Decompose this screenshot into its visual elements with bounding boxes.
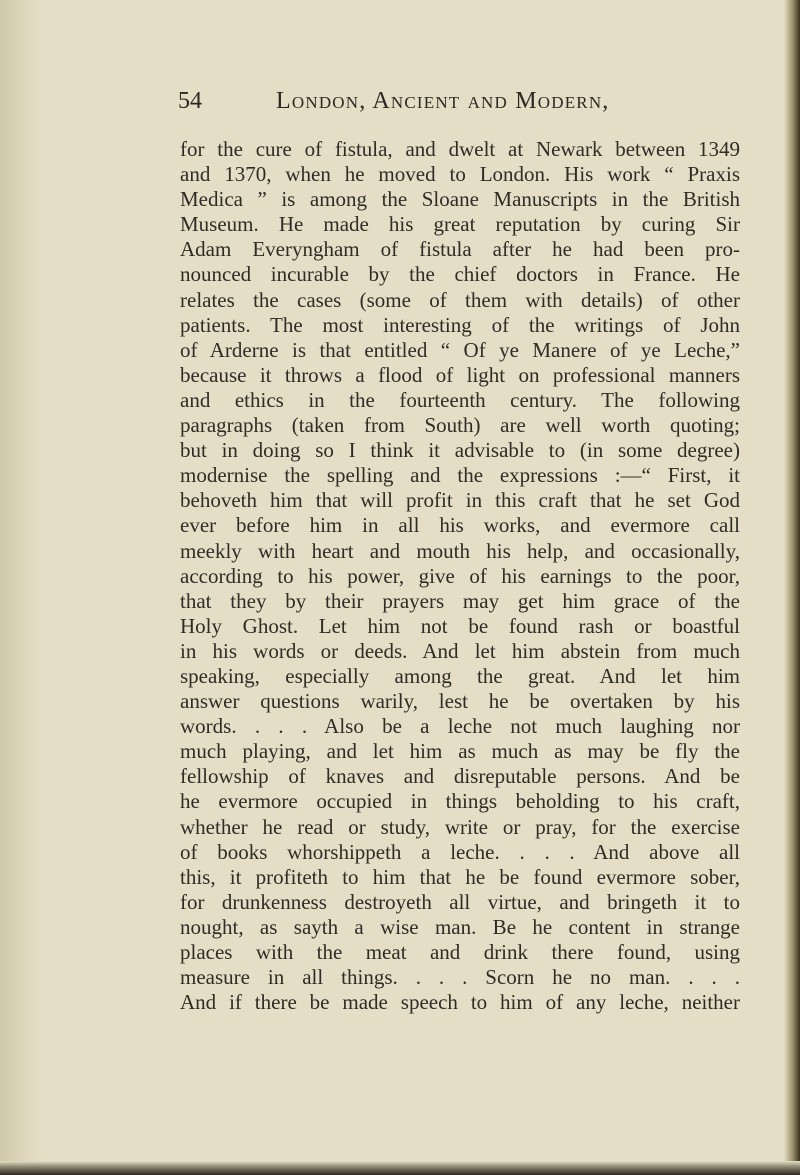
text-line: of Arderne is that entitled “ Of ye Manere of ye Leche,” bbox=[180, 337, 740, 362]
text-line: places with the meat and drink there found, using bbox=[180, 940, 740, 964]
text-line: but in doing so I think it advisable to (in some degree) bbox=[180, 438, 740, 463]
text-line: paragraphs (taken from South) are well worth quoting; bbox=[180, 413, 740, 438]
text-line: that they by their prayers may get him grace of the bbox=[180, 588, 740, 613]
page-bottom-edge bbox=[0, 1161, 800, 1175]
text-line: of books whorshippeth a leche. . . . And above all bbox=[180, 839, 740, 864]
text-line: meekly with heart and mouth his help, and occasionally, bbox=[180, 538, 740, 563]
page-gutter-shadow bbox=[0, 0, 40, 1175]
text-line: and 1370, when he moved to London. His work “ Praxis bbox=[180, 162, 740, 187]
text-line: for the cure of fistula, and dwelt at Newark between 1349 bbox=[180, 137, 740, 161]
text-line: much playing, and let him as much as may be fly the bbox=[180, 739, 740, 764]
text-line: modernise the spelling and the expressions :—“ First, it bbox=[180, 463, 740, 488]
text-line: for drunkenness destroyeth all virtue, and bringeth it to bbox=[180, 889, 740, 914]
text-line: Adam Everyngham of fistula after he had been pro- bbox=[180, 237, 740, 262]
text-line: patients. The most interesting of the writings of John bbox=[180, 312, 740, 337]
text-line: because it throws a flood of light on professional manners bbox=[180, 362, 740, 387]
text-line: and ethics in the fourteenth century. The following bbox=[180, 387, 740, 412]
text-line: he evermore occupied in things beholding to his craft, bbox=[180, 789, 740, 814]
text-line: relates the cases (some of them with details) of other bbox=[180, 287, 740, 312]
running-title: London, Ancient and Modern, bbox=[276, 88, 610, 114]
text-line: measure in all things. . . . Scorn he no man. . . . bbox=[180, 965, 740, 990]
text-line: according to his power, give of his earnings to the poor, bbox=[180, 563, 740, 588]
text-line: in his words or deeds. And let him abstein from much bbox=[180, 638, 740, 663]
body-text bbox=[180, 137, 740, 1015]
page-number: 54 bbox=[178, 88, 202, 114]
text-line: Medica ” is among the Sloane Manuscripts in the British bbox=[180, 187, 740, 212]
page-edge-shadow bbox=[784, 0, 800, 1175]
text-line: ever before him in all his works, and evermore call bbox=[180, 513, 740, 538]
text-line: And if there be made speech to him of any leche, neither bbox=[180, 990, 740, 1015]
text-line: answer questions warily, lest he be overtaken by his bbox=[180, 689, 740, 714]
running-header bbox=[178, 88, 738, 120]
text-line: speaking, especially among the great. And let him bbox=[180, 663, 740, 688]
text-line: Museum. He made his great reputation by curing Sir bbox=[180, 212, 740, 237]
text-line: nought, as sayth a wise man. Be he content in strange bbox=[180, 914, 740, 939]
text-line: words. . . . Also be a leche not much laughing nor bbox=[180, 714, 740, 739]
text-line: behoveth him that will profit in this craft that he set God bbox=[180, 488, 740, 513]
text-line: fellowship of knaves and disreputable persons. And be bbox=[180, 764, 740, 789]
text-line: whether he read or study, write or pray, for the exercise bbox=[180, 814, 740, 839]
text-line: Holy Ghost. Let him not be found rash or boastful bbox=[180, 613, 740, 638]
text-line: nounced incurable by the chief doctors in France. He bbox=[180, 262, 740, 287]
text-line: this, it profiteth to him that he be found evermore sober, bbox=[180, 864, 740, 889]
